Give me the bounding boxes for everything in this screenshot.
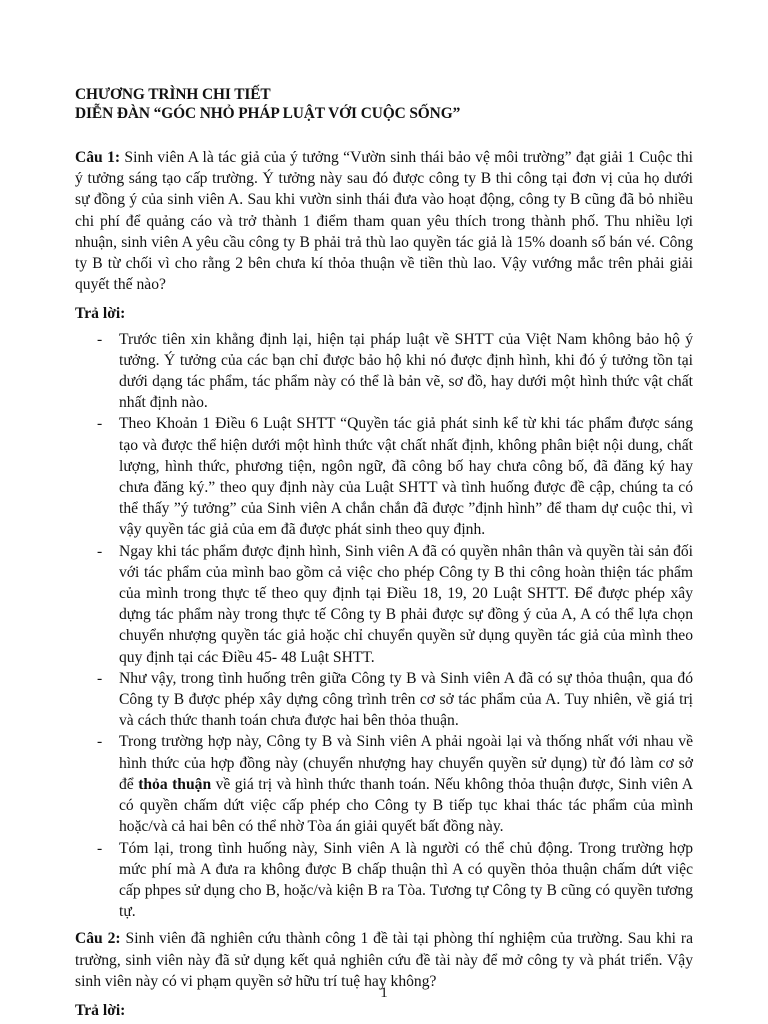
answer-1-item — [75, 668, 693, 732]
answer-1-item-text-after: về giá trị và hình thức thanh toán. Nếu không thỏa thuận được, Sinh viên A có quyền chấm dứt việc cấp phép cho Công ty B tiếp tục khai thác tác phẩm của mình hoặc/và cả hai bên có thể nhờ Tòa án giải quyết bất đồng này. — [119, 775, 694, 836]
document-page — [75, 85, 693, 1021]
answer-1-item-text: Như vậy, trong tình huống trên giữa Công ty B và Sinh viên A đã có sự thỏa thuận, qua đó Công ty B được phép xây dựng công trình trên cơ sở tác phẩm của A. Tuy nhiên, về giá trị và cách thức thanh toán chưa được hai bên thỏa thuận. — [119, 669, 693, 730]
bullet-dash: - — [97, 733, 103, 751]
bullet-dash: - — [97, 415, 103, 433]
question-2-text: Sinh viên đã nghiên cứu thành công 1 đề tài tại phòng thí nghiệm của trường. Sau khi ra trường, sinh viên này đã sử dụng kết quả nghiên cứu đề tài này để mở công ty và phát triển. Vậy sinh viên này có vi phạm quyền sở hữu trí tuệ hay không? — [75, 930, 694, 990]
answer-1-item-text: Ngay khi tác phẩm được định hình, Sinh viên A đã có quyền nhân thân và quyền tài sản đối với tác phẩm của mình bao gồm cả việc cho phép Công ty B thi công hoàn thiện tác phẩm của mình trong thực tế theo quy định tại Điều 18, 19, 20 Luật SHTT. Để được phép xây dựng tác phẩm này trong thực tế Công ty B phải được sự đồng ý của A, A có thể lựa chọn chuyển nhượng quyền tác giả hoặc chỉ chuyển quyền sử dụng quyền tác giả của mình theo quy định tại các Điều 45- 48 Luật SHTT. — [119, 542, 693, 666]
document-title — [75, 85, 693, 123]
bullet-dash: - — [97, 330, 103, 348]
bullet-dash: - — [97, 542, 103, 560]
answer-1-item — [75, 329, 693, 414]
answer-1-item-text: Tóm lại, trong tình huống này, Sinh viên A là người có thể chủ động. Trong trường hợp mức phí mà A đưa ra không được B chấp thuận thì A có quyền thỏa thuận chấm dứt việc cấp phpes sử dụng cho B, hoặc/và kiện B ra Tòa. Tương tự Công ty B cũng có quyền tương tự. — [119, 839, 693, 921]
answer-1-item — [75, 731, 693, 837]
answer-1-item — [75, 838, 693, 923]
answer-1-item — [75, 541, 693, 668]
bullet-dash: - — [97, 839, 103, 857]
answer-1-item-text: Trước tiên xin khẳng định lại, hiện tại pháp luật về SHTT của Việt Nam không bảo hộ ý tưởng. Ý tưởng của các bạn chỉ được bảo hộ khi nó được định hình, khi đó ý tưởng tồn tại dưới dạng tác phẩm, tác phẩm này có thể là bản vẽ, sơ đồ, hay dưới một hình thức vật chất nhất định nào. — [119, 330, 693, 412]
question-1-text: Sinh viên A là tác giả của ý tưởng “Vườn sinh thái bảo vệ môi trường” đạt giải 1 Cuộc thi ý tưởng sáng tạo cấp trường. Ý tưởng này sau đó được công ty B thi công tại đơn vị của họ dưới sự đồng ý của sinh viên A. Sau khi vườn sinh thái đưa vào hoạt động, công ty B cũng đã bỏ nhiều chi phí để quảng cáo và trở thành 1 điểm tham quan yêu thích trong thành phố. Thu nhiều lợi nhuận, sinh viên A yêu cầu công ty B phải trả thù lao quyền tác giả là 15% doanh số bán vé. Công ty B từ chối vì cho rằng 2 bên chưa kí thỏa thuận về tiền thù lao. Vậy vướng mắc trên phải giải quyết thế nào? — [75, 149, 693, 294]
answer-1-item-text: Theo Khoản 1 Điều 6 Luật SHTT “Quyền tác giả phát sinh kể từ khi tác phẩm được sáng tạo và được thể hiện dưới một hình thức vật chất nhất định, không phân biệt nội dung, chất lượng, hình thức, phương tiện, ngôn ngữ, đã công bố hay chưa công bố, đã đăng ký hay chưa đăng ký.” theo quy định này của Luật SHTT và tình huống được đề cập, chúng ta có thể thấy ”ý tưởng” của Sinh viên A chắn chắn đã được ”định hình” để tham dự cuộc thi, vì vậy quyền tác giả của em đã được phát sinh theo quy định. — [119, 415, 693, 539]
answer-1-item — [75, 413, 693, 540]
bullet-dash: - — [97, 669, 103, 687]
page-number: 1 — [380, 985, 388, 1001]
question-1 — [75, 147, 693, 295]
answer-2-heading: Trả lời: — [75, 1001, 126, 1019]
answer-1-list — [75, 329, 693, 923]
title-line-2: DIỄN ĐÀN “GÓC NHỎ PHÁP LUẬT VỚI CUỘC SỐNG” — [75, 105, 461, 122]
question-2-label: Câu 2: — [75, 930, 121, 948]
answer-1-item-bold: thỏa thuận — [138, 775, 212, 793]
answer-1-heading: Trả lời: — [75, 305, 126, 323]
answer-1-item-text-before: Trong trường hợp này, Công ty B và Sinh viên A phải ngoài lại và thống nhất với nhau về hình thức của hợp đồng này (chuyển nhượng hay chuyển quyền sử dụng) từ đó làm cơ sở để — [119, 733, 693, 793]
title-line-1: CHƯƠNG TRÌNH CHI TIẾT — [75, 86, 271, 103]
question-1-label: Câu 1: — [75, 149, 121, 166]
